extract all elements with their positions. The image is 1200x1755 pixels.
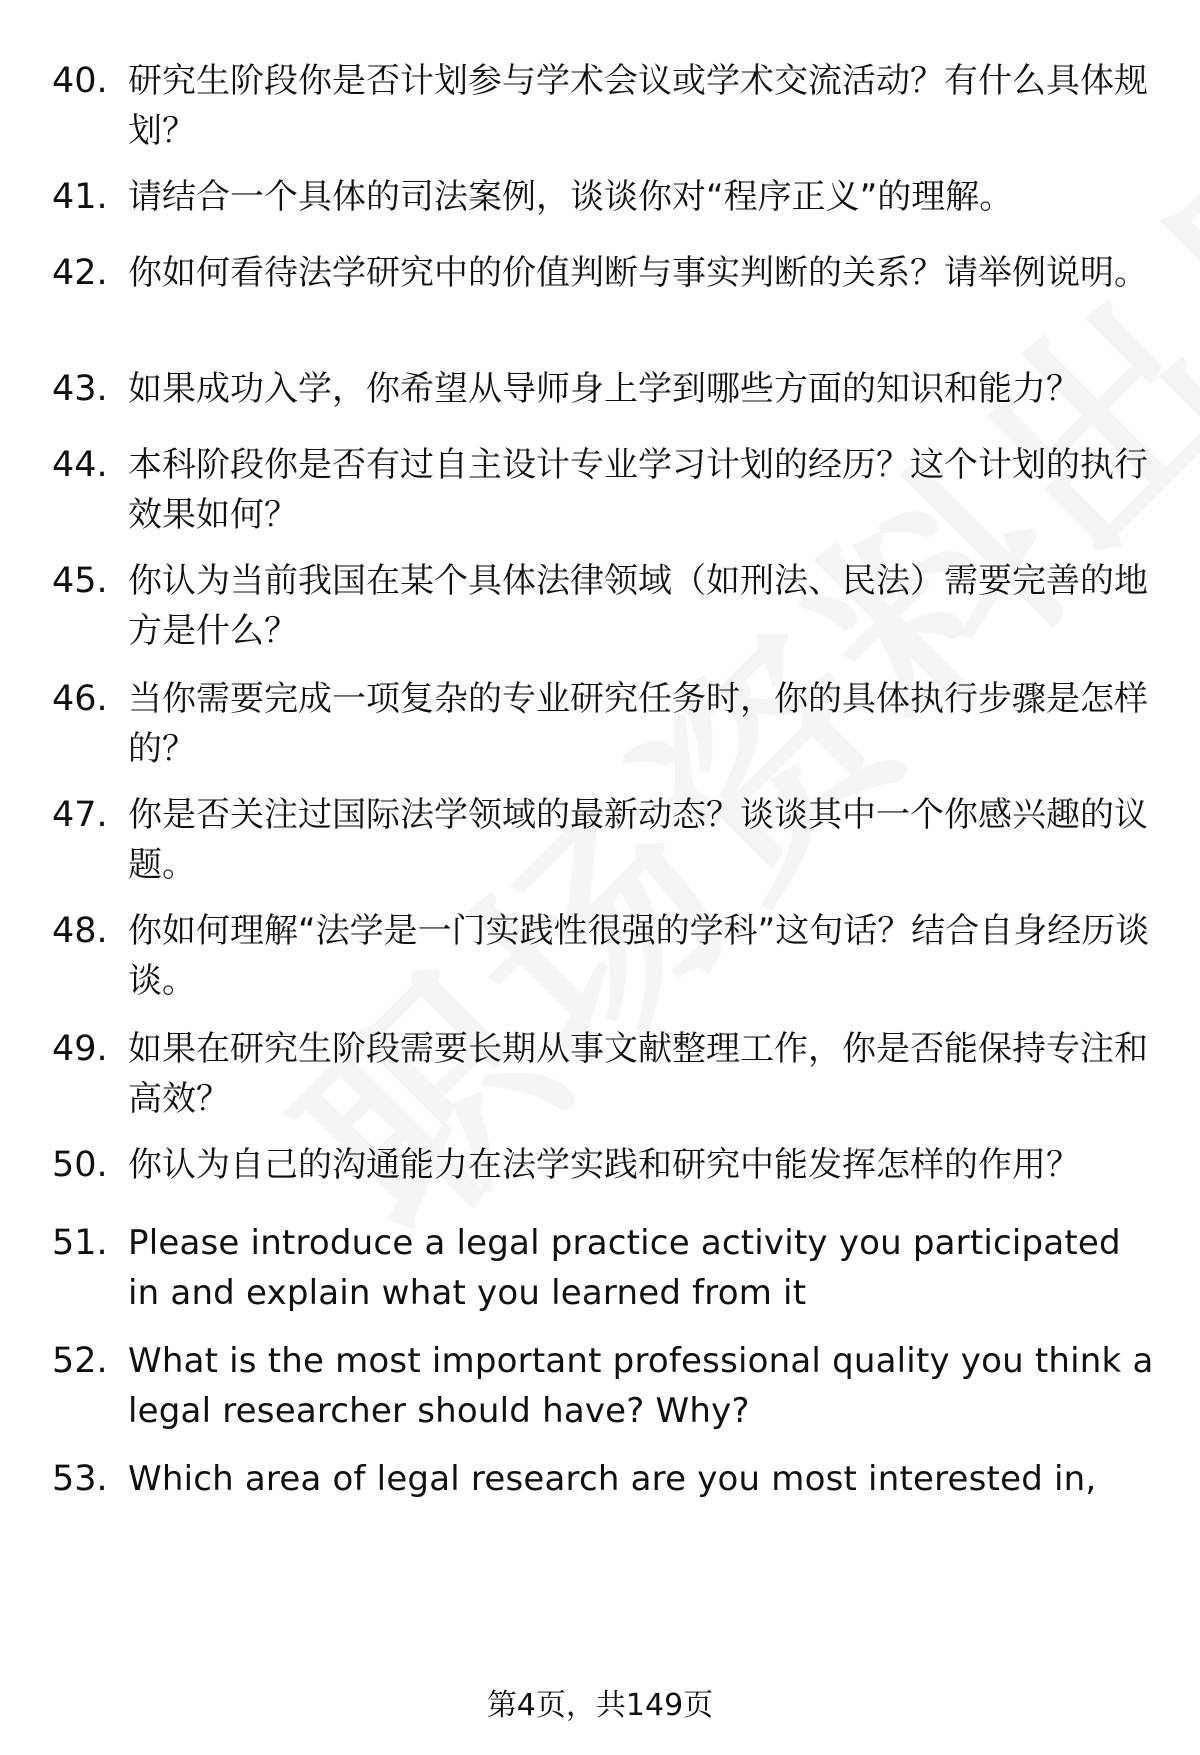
question-number: 45. <box>52 561 108 601</box>
question-number: 41. <box>52 177 108 217</box>
question-text: 你如何看待法学研究中的价值判断与事实判断的关系？请举例说明。 <box>128 253 1148 293</box>
question-number: 48. <box>52 911 108 951</box>
question-text: 本科阶段你是否有过自主设计专业学习计划的经历？这个计划的执行效果如何？ <box>128 445 1148 535</box>
page-indicator: 第4页，共149页 <box>486 1688 714 1723</box>
question-text: 如果成功入学，你希望从导师身上学到哪些方面的知识和能力？ <box>128 369 1080 409</box>
question-number: 47. <box>52 795 108 835</box>
question-number: 49. <box>52 1029 108 1069</box>
question-text: 研究生阶段你是否计划参与学术会议或学术交流活动？有什么具体规划？ <box>128 61 1148 151</box>
question-text: 你如何理解“法学是一门实践性很强的学科”这句话？结合自身经历谈谈。 <box>128 911 1150 1001</box>
question-number: 51. <box>52 1223 108 1263</box>
question-text: Which area of legal research are you most interested in, <box>128 1459 1097 1499</box>
question-text: 请结合一个具体的司法案例，谈谈你对“程序正义”的理解。 <box>128 177 1014 217</box>
question-number: 53. <box>52 1459 108 1499</box>
question-number: 50. <box>52 1145 108 1185</box>
question-number: 43. <box>52 369 108 409</box>
question-text: 你认为当前我国在某个具体法律领域（如刑法、民法）需要完善的地方是什么？ <box>128 561 1148 651</box>
question-text: Please introduce a legal practice activity you participated in and explain what you learned from it <box>128 1223 1121 1313</box>
question-number: 42. <box>52 253 108 293</box>
question-text: 当你需要完成一项复杂的专业研究任务时，你的具体执行步骤是怎样的？ <box>128 679 1148 769</box>
question-number: 40. <box>52 61 108 101</box>
question-text: What is the most important professional quality you think a legal researcher should have? Why? <box>128 1341 1154 1431</box>
question-number: 52. <box>52 1341 108 1381</box>
question-text: 你是否关注过国际法学领域的最新动态？谈谈其中一个你感兴趣的议题。 <box>128 795 1148 885</box>
question-number: 46. <box>52 679 108 719</box>
question-text: 如果在研究生阶段需要长期从事文献整理工作，你是否能保持专注和高效？ <box>128 1029 1148 1119</box>
question-number: 44. <box>52 445 108 485</box>
question-text: 你认为自己的沟通能力在法学实践和研究中能发挥怎样的作用？ <box>128 1145 1080 1185</box>
